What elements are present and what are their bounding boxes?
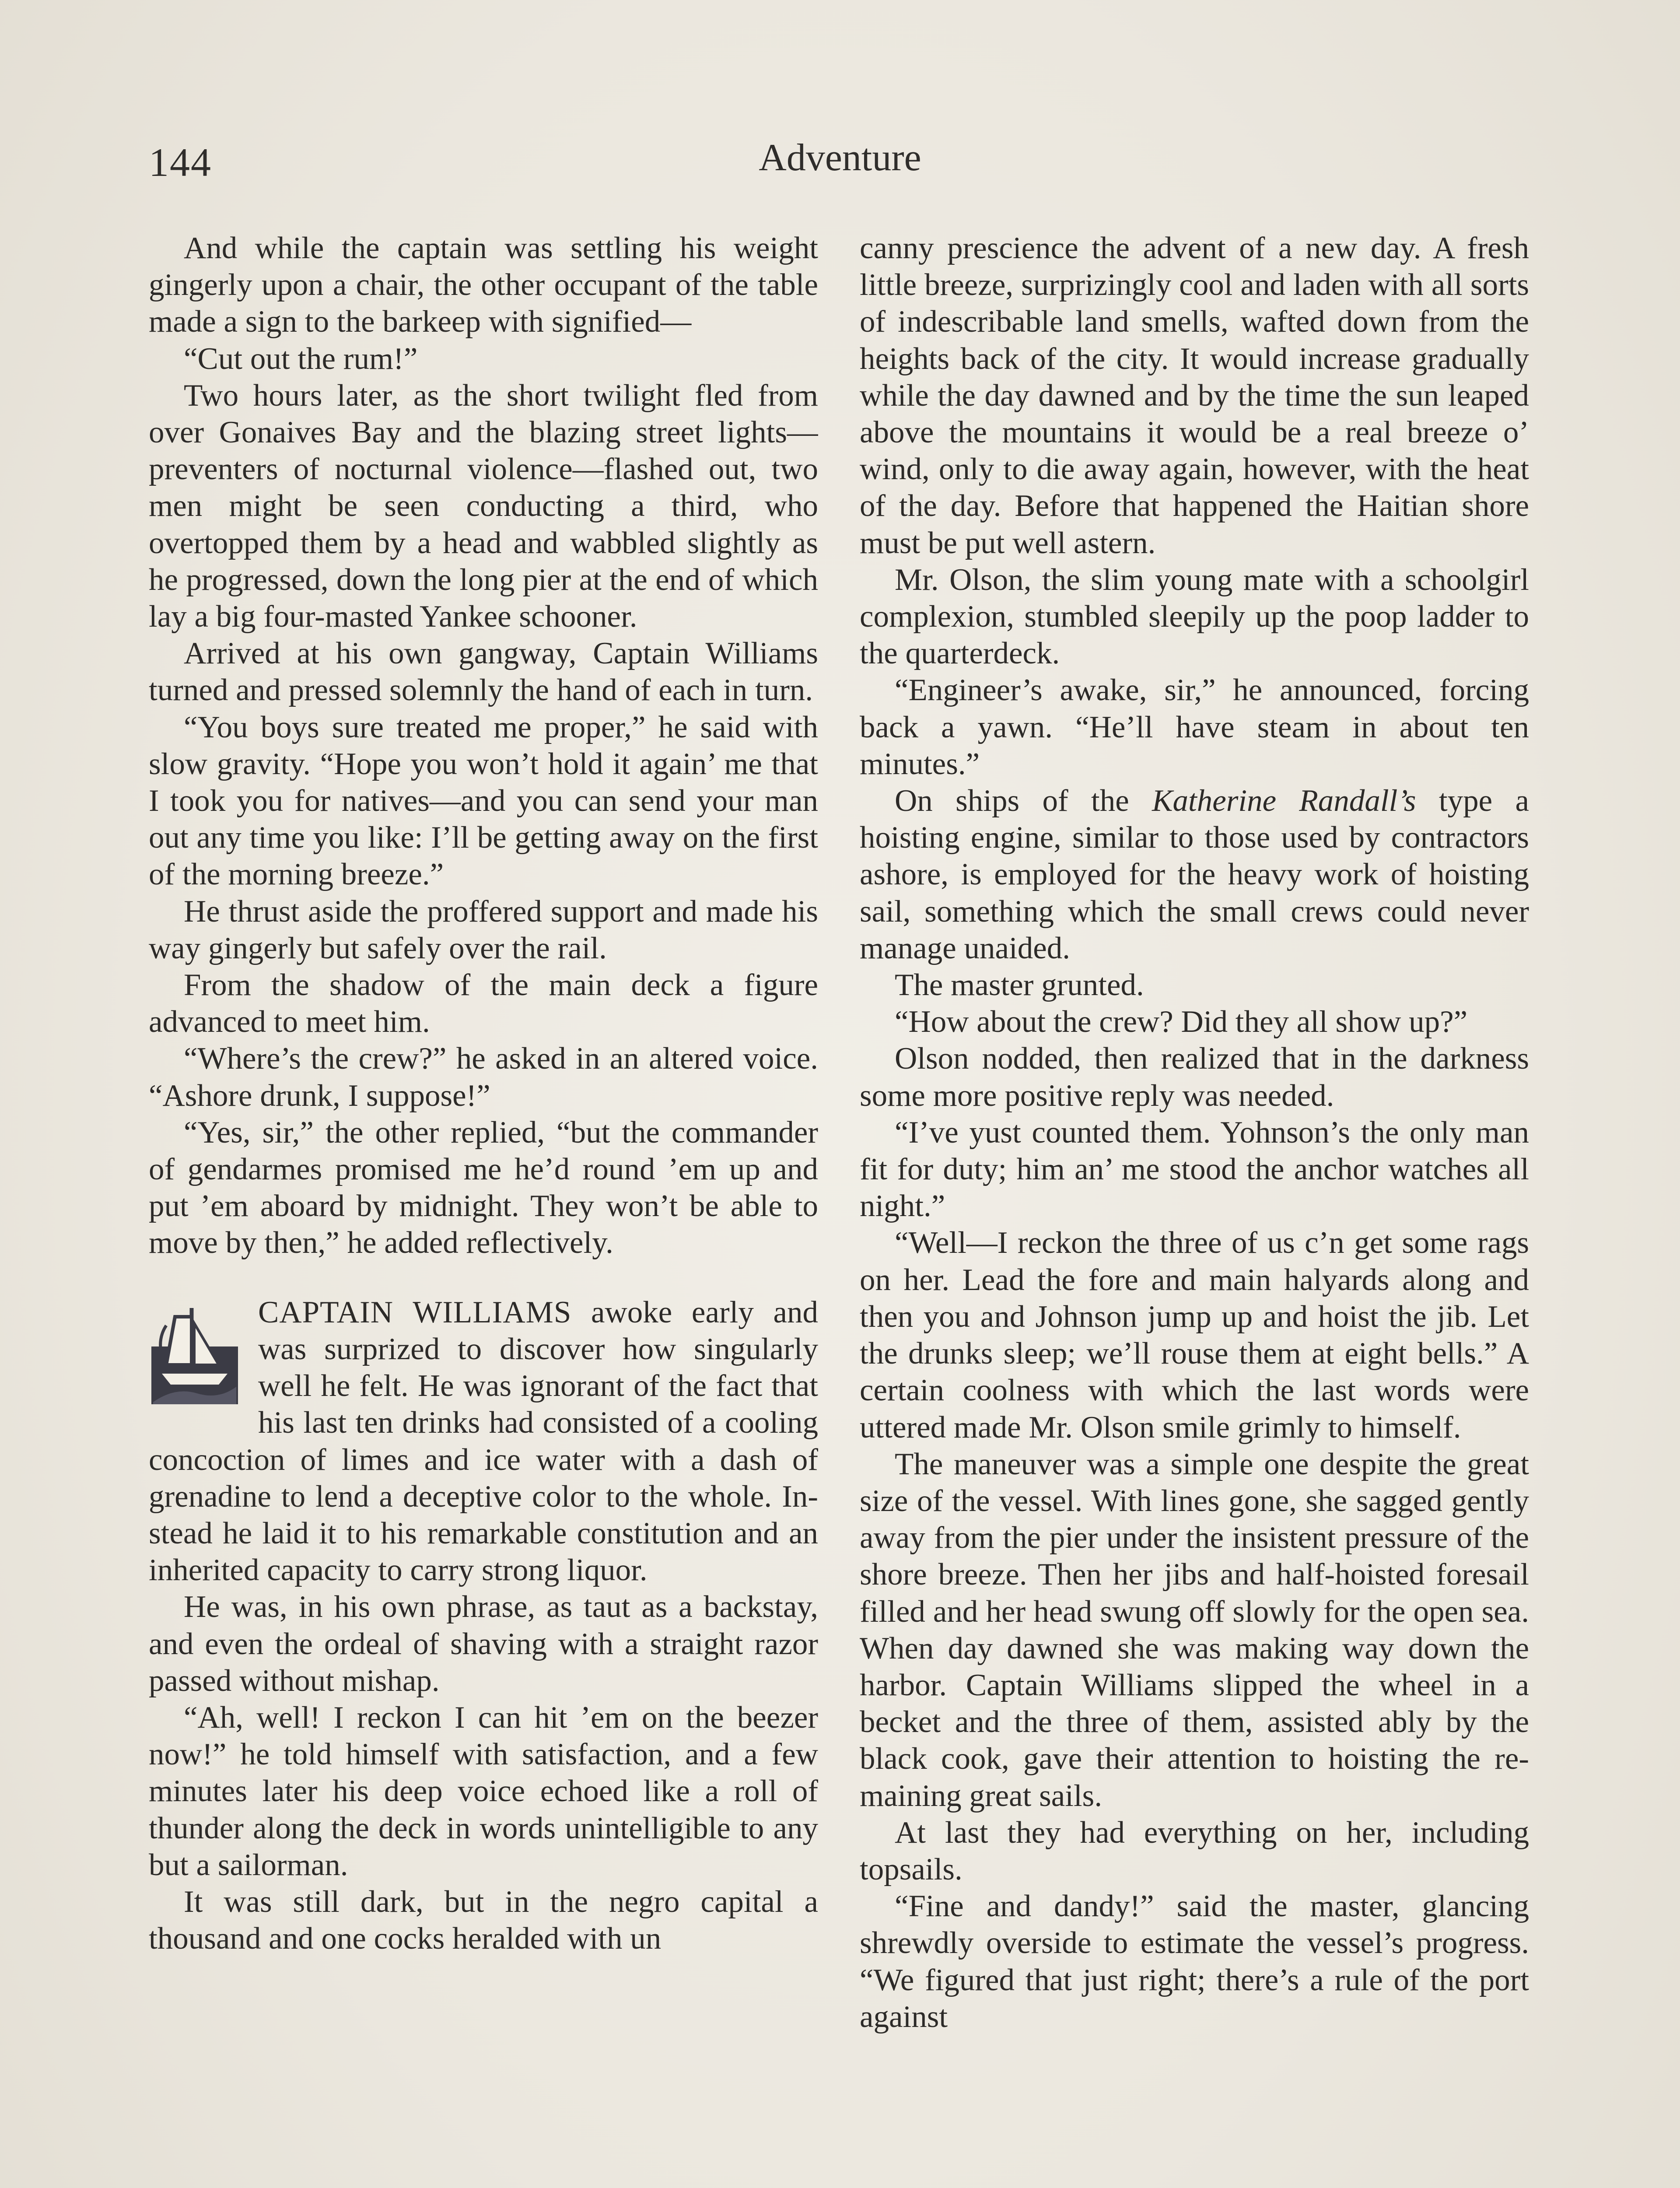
ship-name: Katherine Randall’s [1152,784,1416,818]
sailing-ship-ornament-icon [149,1299,241,1409]
paragraph: “Yes, sir,” the other replied, “but the commander of gendarmes promised me he’d round ’em up and put ’em aboard by midnight. They won’t be able to move by then,” he added reflectively. [149,1115,818,1260]
paragraph: At last they had everything on her, including topsails. [860,1815,1529,1886]
paragraph: He thrust aside the proffered support and made his way gingerly but safely over the rail. [149,894,818,965]
paragraph: Two hours later, as the short twilight fled from over Gonaives Bay and the blazing street lights—preventers of nocturnal violence—flashed out, two men might be seen conducting a third, who overtopped them by a head and wabbled slightly as he progressed, down the long pier at the end of which lay a big four-masted Yankee schooner. [149,378,818,634]
section-break [149,1294,818,1957]
paragraph: “Ah, well! I reckon I can hit ’em on the beezer now!” he told himself with satisfaction, and a few minutes later his deep voice echoed like a roll of thunder along the deck in words unintelligible to any but a sailorman. [149,1700,818,1882]
paragraph: From the shadow of the main deck a figure advanced to meet him. [149,968,818,1039]
paragraph: The master grunted. [895,968,1144,1003]
paragraph: Olson nodded, then realized that in the darkness some more positive reply was needed. [860,1041,1529,1113]
paragraph: And while the captain was settling his weight gingerly upon a chair, the other occupant of the table made a sign to the barkeep with signified— [149,231,818,339]
paragraph: It was still dark, but in the negro capital a thousand and one cocks heralded with un [149,1884,818,1956]
paragraph: “You boys sure treated me proper,” he said with slow gravity. “Hope you won’t hold it again’ me that I took you for natives—and you can send your man out any time you like: I’ll be getting away on the first of the morning breeze.” [149,710,818,892]
continued-paragraph: canny prescience the advent of a new day. A fresh little breeze, surprizingly cool and laden with all sorts of indescribable land smells, wafted down from the heights back of the city. It would increase gradually while the day dawned and by the time the sun leaped above the mountains it would be a real breeze o’ wind, only to die away again, however, with the heat of the day. Before that happened the Haitian shore must be put well astern. [860,231,1529,560]
text-run: On ships of the [895,784,1152,818]
section-lead-paragraph [149,1294,818,1589]
paragraph: The maneuver was a simple one despite the great size of the vessel. With lines gone, she sagged gently away from the pier under the insistent pressure of the shore breeze. Then her jibs and half-hoisted foresail filled and her head swung off slowly for the open sea. When day dawned she was making way down the harbor. Captain Williams slipped the wheel in a becket and the three of them, assisted ably by the black cook, gave their attention to hoisting the remaining great sails. [860,1447,1529,1813]
paragraph: “Cut out the rum!” [184,341,418,376]
paragraph [860,782,1529,967]
paragraph: “Where’s the crew?” he asked in an altered voice. “Ashore drunk, I suppose!” [149,1041,818,1113]
right-column [860,230,1529,2188]
lead-small-caps: CAPTAIN WILLIAMS [258,1295,572,1329]
paragraph: Mr. Olson, the slim young mate with a schoolgirl complexion, stumbled sleepily up the poop ladder to the quarterdeck. [860,562,1529,671]
left-column [149,230,818,2188]
paragraph: “How about the crew? Did they all show up?” [895,1005,1468,1039]
lead-text: awoke early and was surprized to discover how singularly well he felt. He was ignorant of the fact that his last ten drinks had consisted of a cooling concoction of limes and ice water with a dash of grenadine to lend a deceptive color to the whole. Instead he laid it to his remarkable constitution and an inherited capacity to carry strong liquor. [149,1295,818,1588]
paragraph: “Well—I reckon the three of us c’n get some rags on her. Lead the fore and main halyards along and then you and Johnson jump up and hoist the jib. Let the drunks sleep; we’ll rouse them at eight bells.” A certain coolness with which the last words were uttered made Mr. Olson smile grimly to himself. [860,1226,1529,1445]
page-number: 144 [149,140,212,185]
paragraph: “I’ve yust counted them. Yohnson’s the only man fit for duty; him an’ me stood the anchor watches all night.” [860,1115,1529,1224]
paragraph: Arrived at his own gangway, Captain Williams turned and pressed solemnly the hand of each in turn. [149,636,818,708]
paragraph: “Engineer’s awake, sir,” he announced, forcing back a yawn. “He’ll have steam in about ten minutes.” [860,673,1529,781]
paragraph: “Fine and dandy!” said the master, glancing shrewdly overside to estimate the vessel’s progress. “We figured that just right; there’s a rule of the port against [860,1889,1529,2034]
paragraph: He was, in his own phrase, as taut as a backstay, and even the ordeal of shaving with a straight razor passed without mishap. [149,1590,818,1698]
text-run: type a hoisting engine, similar to those used by contractors ashore, is employed for the heavy work of hoisting sail, something which the small crews could never manage unaided. [860,784,1529,965]
running-title: Adventure [759,137,921,179]
